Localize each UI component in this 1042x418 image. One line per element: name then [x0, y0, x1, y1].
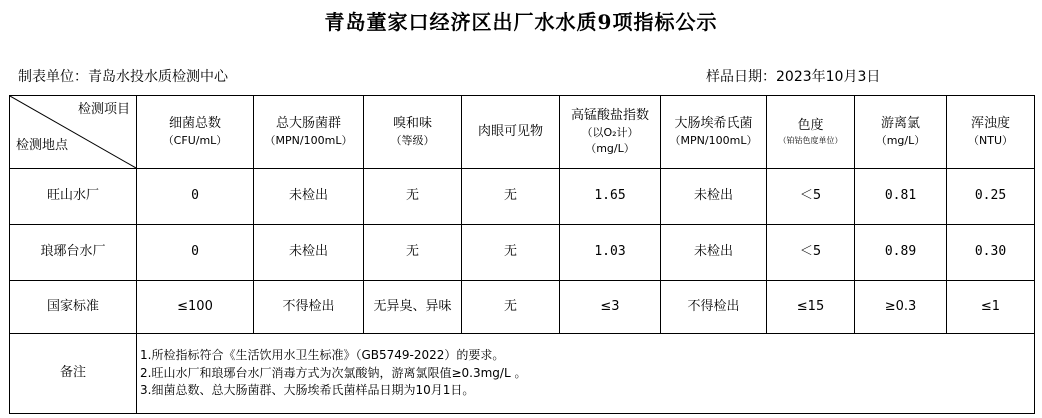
- header-unit: （MPN/100mL）: [669, 134, 758, 148]
- notes-label: 备注: [10, 334, 137, 414]
- table-cell: 不得检出: [254, 281, 364, 334]
- corner-item-label: 检测项目: [77, 102, 130, 117]
- note-line: 3.细菌总数、总大肠菌群、大肠埃希氏菌样品日期为10月1日。: [140, 383, 475, 398]
- table-cell: 0.25: [947, 169, 1035, 225]
- corner-header-cell: [10, 96, 137, 169]
- header-free-chlorine: [855, 96, 947, 169]
- header-unit: （MPN/100mL）: [264, 134, 353, 148]
- header-odor: [364, 96, 462, 169]
- table-cell: 无: [462, 225, 560, 281]
- header-label: 游离氯: [880, 116, 920, 131]
- table-cell: 无: [462, 169, 560, 225]
- header-coliform: [254, 96, 364, 169]
- table-cell: 不得检出: [661, 281, 767, 334]
- table-cell: 无: [462, 281, 560, 334]
- header-unit: （等级）: [390, 134, 435, 148]
- table-row: [10, 169, 1035, 225]
- table-cell: ≤3: [560, 281, 661, 334]
- header-unit: （mg/L）: [585, 142, 635, 156]
- header-label: 嗅和味: [392, 116, 432, 131]
- table-cell: ≥0.3: [855, 281, 947, 334]
- row-location: 国家标准: [10, 281, 137, 334]
- header-visible-matter: [462, 96, 560, 169]
- table-cell: 未检出: [254, 225, 364, 281]
- header-unit: （铂钴色度单位）: [778, 136, 843, 146]
- notes-row: [10, 334, 1035, 414]
- header-label: 肉眼可见物: [477, 123, 543, 139]
- header-label: 细菌总数: [168, 116, 221, 131]
- table-cell: ≤15: [767, 281, 855, 334]
- table-cell: ＜5: [767, 169, 855, 225]
- table-cell: 1.03: [560, 225, 661, 281]
- header-label: 高锰酸盐指数: [570, 108, 649, 124]
- corner-location-label: 检测地点: [16, 137, 69, 153]
- header-bacteria: [137, 96, 254, 169]
- issuing-unit: 制表单位：青岛水投水质检测中心: [18, 69, 228, 85]
- water-quality-table: [9, 95, 1035, 414]
- table-cell: 未检出: [661, 225, 767, 281]
- table-cell: ≤1: [947, 281, 1035, 334]
- table-cell: 无: [364, 225, 462, 281]
- table-cell: 未检出: [661, 169, 767, 225]
- header-unit: （NTU）: [968, 134, 1013, 148]
- table-row: [10, 225, 1035, 281]
- header-turbidity: [947, 96, 1035, 169]
- header-permanganate: [560, 96, 661, 169]
- table-cell: ＜5: [767, 225, 855, 281]
- header-row: [10, 96, 1035, 169]
- table-cell: 0.81: [855, 169, 947, 225]
- table-cell: 无异臭、异味: [364, 281, 462, 334]
- table-cell: 未检出: [254, 169, 364, 225]
- table-row-standard: [10, 281, 1035, 334]
- header-label: 大肠埃希氏菌: [674, 116, 753, 131]
- table-cell: 0.30: [947, 225, 1035, 281]
- table-cell: 0.89: [855, 225, 947, 281]
- table-cell: 0: [137, 225, 254, 281]
- row-location: 琅琊台水厂: [10, 225, 137, 281]
- header-label: 总大肠菌群: [275, 116, 341, 131]
- header-ecoli: [661, 96, 767, 169]
- row-location: 旺山水厂: [10, 169, 137, 225]
- page-title: 青岛董家口经济区出厂水水质9项指标公示: [324, 10, 718, 34]
- table-cell: 0: [137, 169, 254, 225]
- header-unit: （mg/L）: [875, 134, 926, 148]
- table-cell: ≤100: [137, 281, 254, 334]
- table-cell: 无: [364, 169, 462, 225]
- note-line: 1.所检指标符合《生活饮用水卫生标准》（GB5749-2022）的要求。: [140, 348, 505, 363]
- header-label: 浑浊度: [970, 116, 1010, 131]
- header-label: 色度: [797, 117, 824, 133]
- note-line: 2.旺山水厂和琅琊台水厂消毒方式为次氯酸钠，游离氯限值≥0.3mg/L 。: [140, 365, 527, 380]
- header-color: [767, 96, 855, 169]
- header-unit: （CFU/mL）: [162, 134, 228, 148]
- notes-content: [137, 334, 1035, 414]
- header-unit: （以O₂计）: [581, 126, 639, 140]
- table-cell: 1.65: [560, 169, 661, 225]
- sample-date: 样品日期：2023年10月3日: [706, 69, 881, 85]
